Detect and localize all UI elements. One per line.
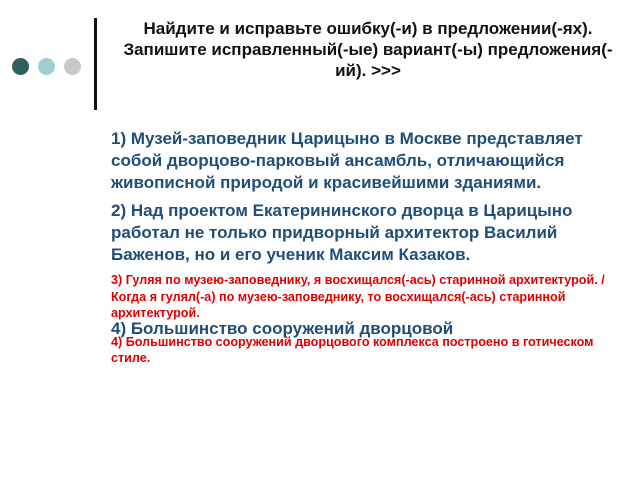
sentence-4-correction: 4) Большинство сооружений дворцового комплекса построено в готическом стиле. [111, 334, 594, 365]
dot-light-blue [38, 58, 55, 75]
slide-content [111, 128, 631, 371]
dot-dark [12, 58, 29, 75]
title-divider-line [94, 18, 97, 110]
dot-gray [64, 58, 81, 75]
sentence-2: 2) Над проектом Екатерининского дворца в Царицыно работал не только придворный архитектор Василий Баженов, но и его ученик Максим Казаков. [111, 201, 573, 264]
sentence-4-original-partial: 4) Большинство сооружений дворцовой [111, 318, 454, 338]
decorative-dots [12, 58, 81, 75]
slide-title: Найдите и исправьте ошибку(-и) в предложении(-ях). Запишите исправленный(-ые) вариант(-ы) предложения(-ий). >>> [123, 19, 613, 80]
sentence-3-correction: 3) Гуляя по музею-заповеднику, я восхищался(-ась) старинной архитектурой. / Когда я гулял(-а) по музею-заповеднику, то восхищался(-ась) старинной архитектурой. [111, 273, 605, 320]
sentence-1: 1) Музей-заповедник Царицыно в Москве представляет собой дворцово-парковый ансамбль, отличающийся живописной природой и красивейшими зданиями. [111, 129, 583, 192]
